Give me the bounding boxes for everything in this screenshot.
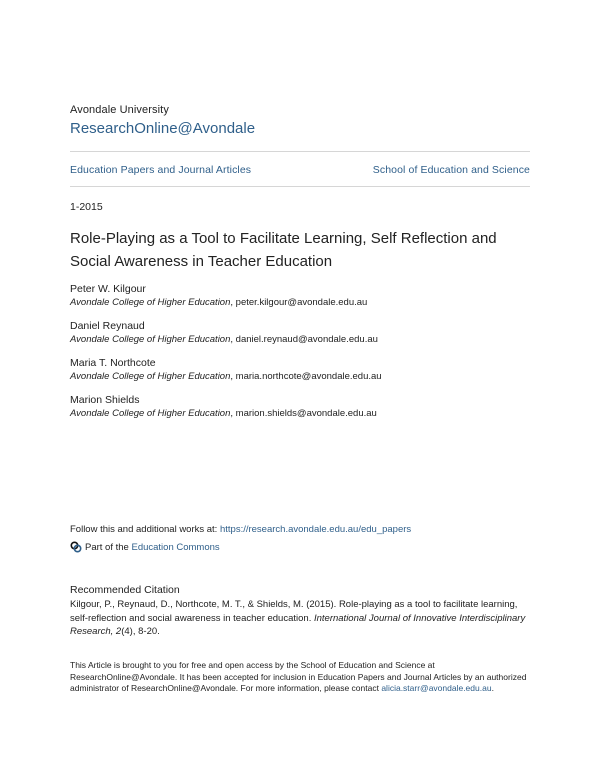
author-affiliation: Avondale College of Higher Education, marion.shields@avondale.edu.au: [70, 408, 377, 419]
publication-date: 1-2015: [70, 201, 103, 213]
notice-end: .: [491, 683, 494, 693]
notice-text: This Article is brought to you for free and open access by the School of Education and Science at ResearchOnline@Avondale. It has been accepted for inclusion in Education Papers and Journal Articles by an authorized administrator of ResearchOnline@Avondale. For more information, please contact: [70, 660, 527, 693]
network-commons-icon: [70, 541, 82, 553]
citation-issue: (4), 8-20.: [121, 626, 160, 637]
commons-prefix: Part of the: [85, 541, 129, 553]
university-name: Avondale University: [70, 104, 169, 116]
repository-link[interactable]: ResearchOnline@Avondale: [70, 120, 256, 137]
author-entry: [70, 283, 530, 320]
author-institution: Avondale College of Higher Education: [70, 297, 231, 308]
commons-line: [70, 541, 220, 553]
author-email: peter.kilgour@avondale.edu.au: [235, 297, 368, 308]
article-title: Role-Playing as a Tool to Facilitate Learning, Self Reflection and Social Awareness in Teacher Education: [70, 230, 497, 270]
follow-url-link[interactable]: https://research.avondale.edu.au/edu_papers: [219, 524, 412, 535]
school-link[interactable]: School of Education and Science: [372, 164, 530, 176]
author-entry: [70, 320, 530, 357]
author-email: marion.shields@avondale.edu.au: [235, 408, 377, 419]
author-email: maria.northcote@avondale.edu.au: [235, 371, 382, 382]
follow-line: [70, 524, 411, 535]
author-institution: Avondale College of Higher Education: [70, 334, 231, 345]
author-name: Marion Shields: [70, 394, 140, 406]
author-name: Peter W. Kilgour: [70, 283, 146, 295]
author-name: Daniel Reynaud: [70, 320, 145, 332]
author-entry: [70, 357, 530, 394]
citation-text: [70, 598, 530, 639]
author-entry: [70, 394, 530, 431]
author-institution: Avondale College of Higher Education: [70, 408, 231, 419]
author-institution: Avondale College of Higher Education: [70, 371, 231, 382]
author-name: Maria T. Northcote: [70, 357, 156, 369]
divider-top: [70, 151, 530, 152]
contact-email-link[interactable]: alicia.starr@avondale.edu.au: [381, 683, 492, 693]
author-email: daniel.reynaud@avondale.edu.au: [235, 334, 378, 345]
education-commons-link[interactable]: Education Commons: [131, 541, 220, 553]
author-affiliation: Avondale College of Higher Education, peter.kilgour@avondale.edu.au: [70, 297, 368, 308]
author-list: [70, 283, 530, 431]
access-notice: [70, 660, 530, 695]
collection-link[interactable]: Education Papers and Journal Articles: [70, 164, 252, 176]
author-affiliation: Avondale College of Higher Education, maria.northcote@avondale.edu.au: [70, 371, 382, 382]
citation-heading: Recommended Citation: [70, 584, 180, 596]
citation-body: Kilgour, P., Reynaud, D., Northcote, M. T., & Shields, M. (2015). Role-playing as a tool to facilitate learning, self-reflection and social awareness in teacher education.: [70, 599, 518, 624]
follow-text: Follow this and additional works at:: [70, 524, 220, 535]
divider-bottom: [70, 186, 530, 187]
citation-journal: International Journal of Innovative Interdisciplinary Research, 2: [70, 612, 526, 637]
author-affiliation: Avondale College of Higher Education, daniel.reynaud@avondale.edu.au: [70, 334, 378, 345]
